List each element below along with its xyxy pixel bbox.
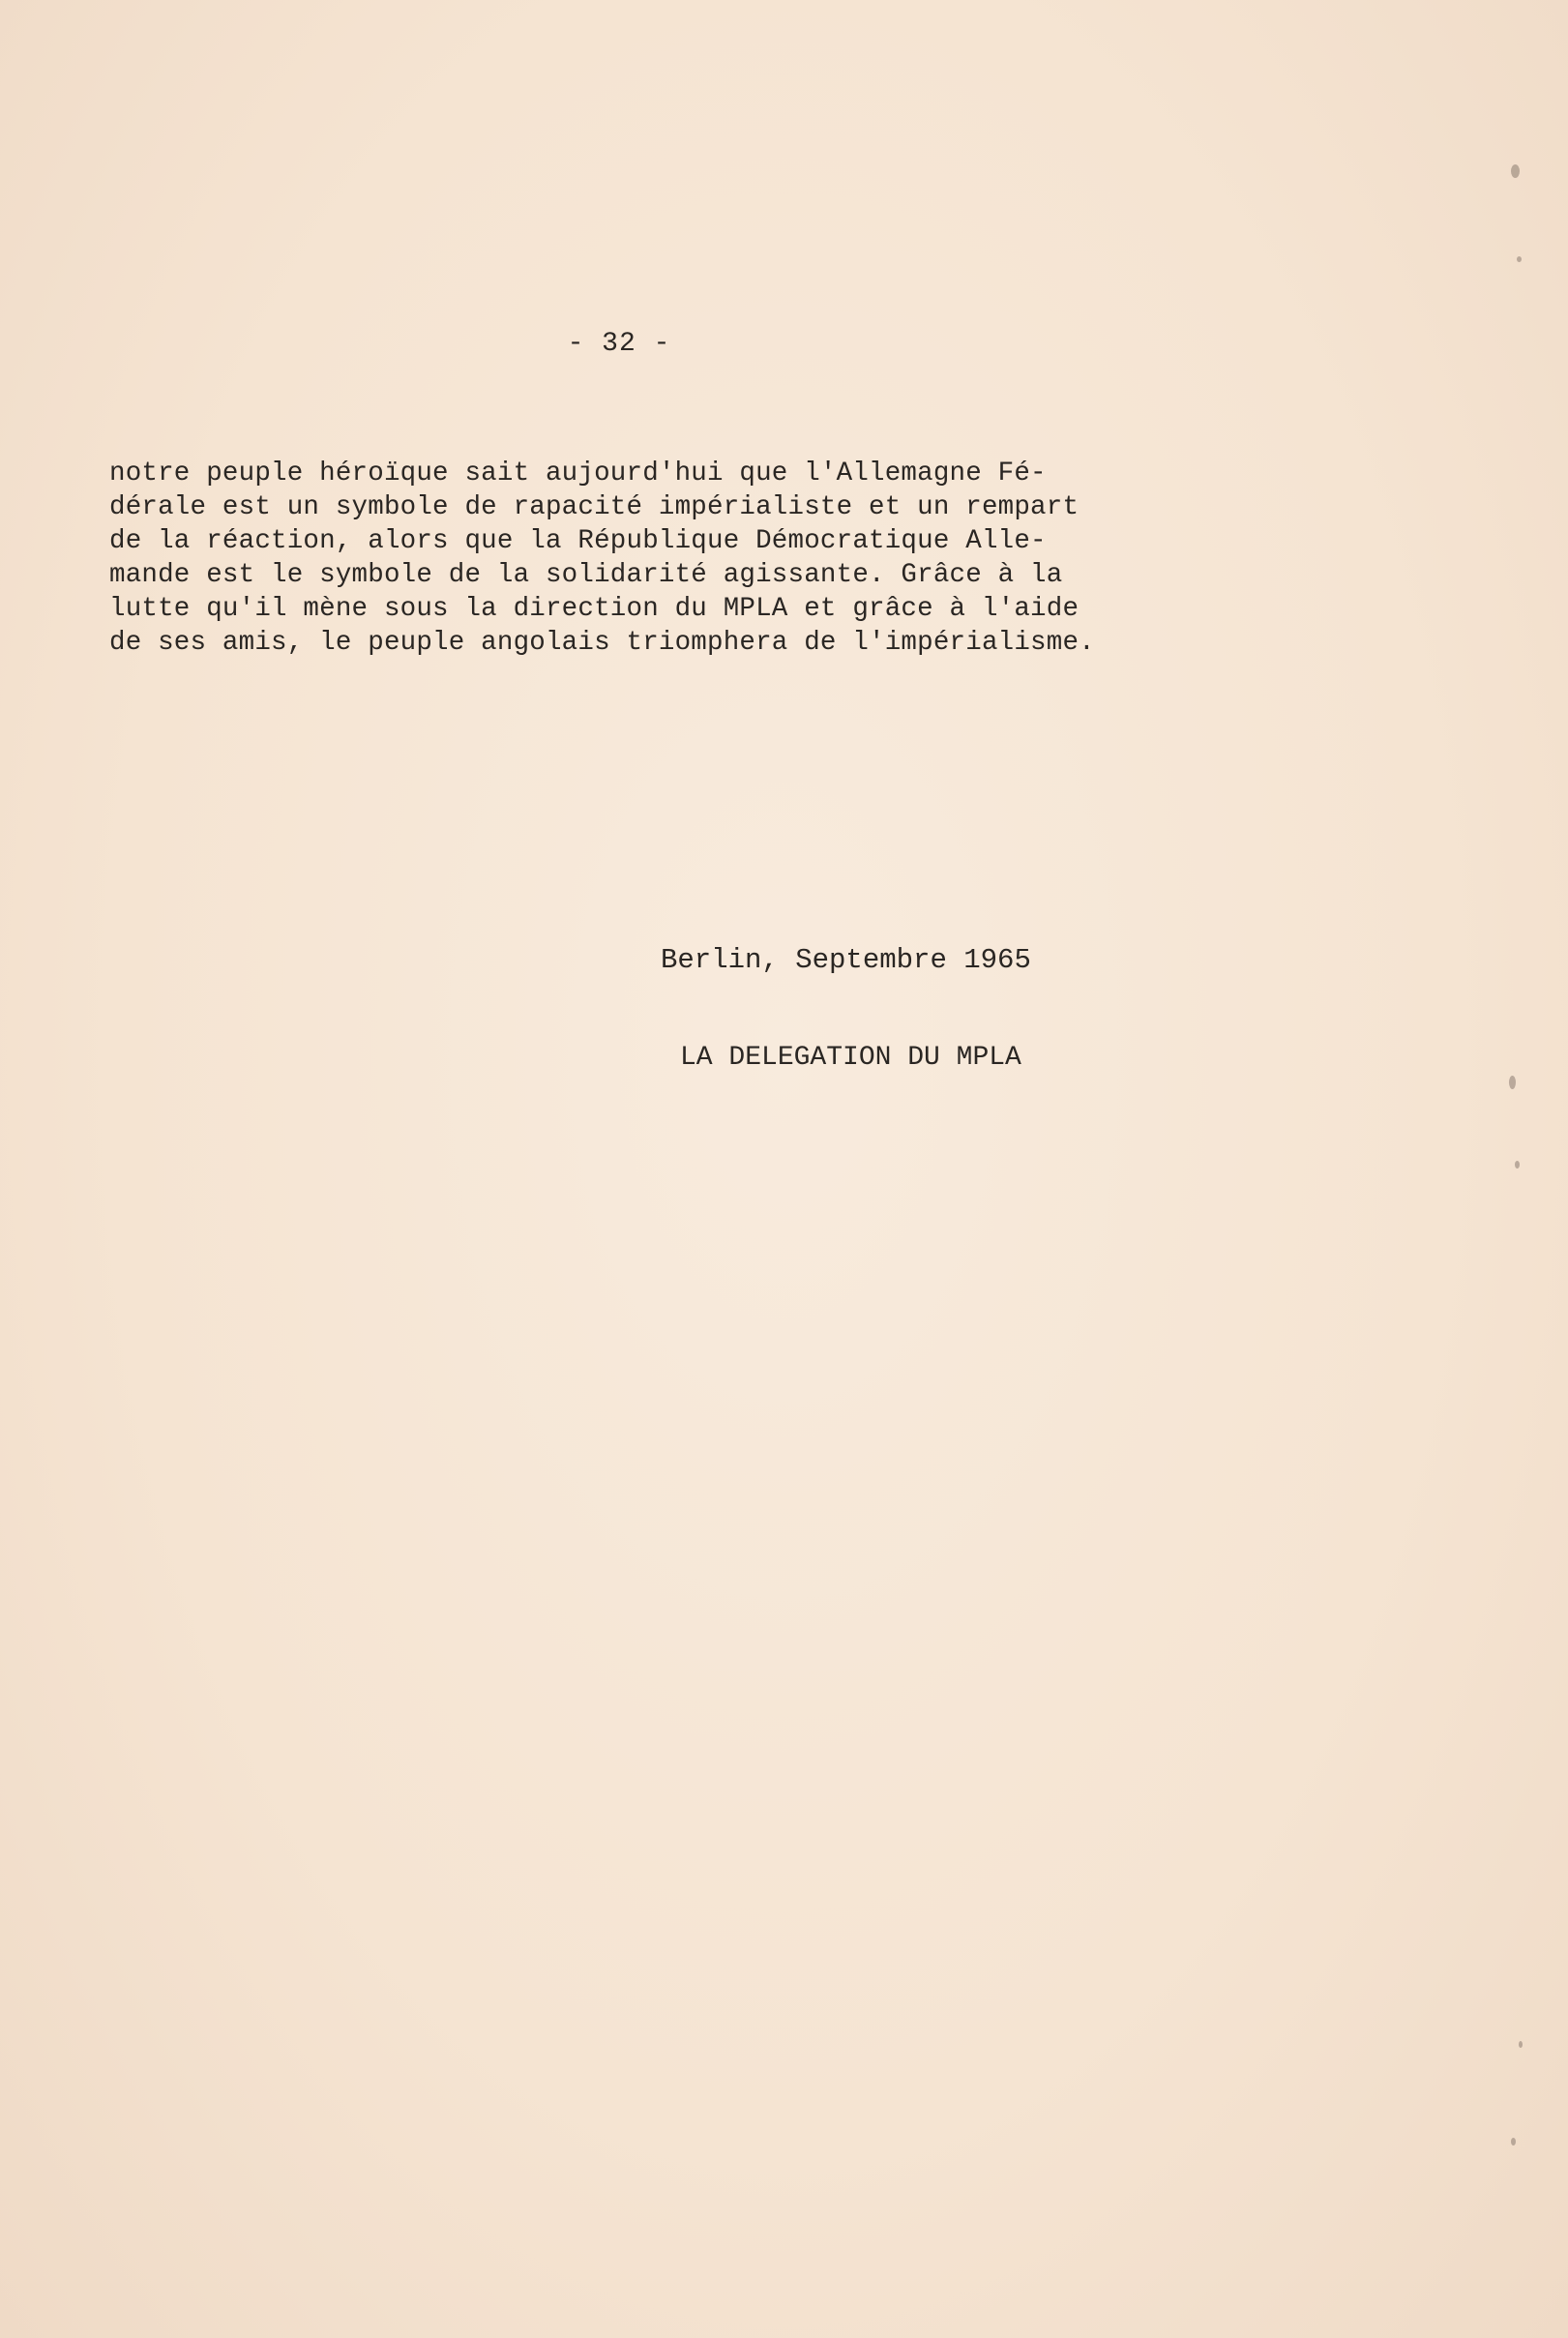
paragraph-line: mande est le symbole de la solidarité agissante. Grâce à la: [109, 560, 1063, 590]
paper-speck: [1509, 1076, 1516, 1089]
page-number: - 32 -: [567, 329, 671, 359]
paper-speck: [1519, 2041, 1523, 2048]
paragraph-line: lutte qu'il mène sous la direction du MPLA et grâce à l'aide: [109, 594, 1080, 624]
body-paragraph: [109, 457, 1135, 660]
paragraph-line: notre peuple héroïque sait aujourd'hui que l'Allemagne Fé-: [109, 459, 1047, 488]
paper-speck: [1511, 164, 1520, 178]
signature-line: LA DELEGATION DU MPLA: [680, 1043, 1021, 1073]
paragraph-line: de ses amis, le peuple angolais triomphera de l'impérialisme.: [109, 628, 1095, 658]
paragraph-line: de la réaction, alors que la République Démocratique Alle-: [109, 526, 1047, 556]
paper-speck: [1517, 256, 1522, 262]
paper-speck: [1511, 2138, 1516, 2146]
place-date: Berlin, Septembre 1965: [661, 944, 1031, 976]
paragraph-line: dérale est un symbole de rapacité impérialiste et un rempart: [109, 492, 1080, 522]
paper-speck: [1515, 1161, 1520, 1169]
